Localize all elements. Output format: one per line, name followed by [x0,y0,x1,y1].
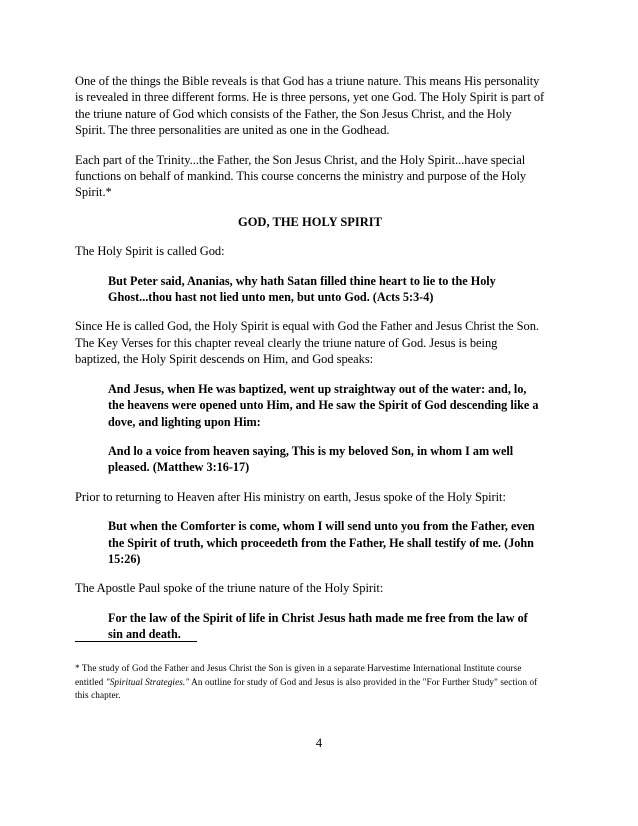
equal-paragraph: Since He is called God, the Holy Spirit is equal with God the Father and Jesus Christ the Son. The Key Verses for this chapter reveal clearly the triune nature of God. Jesus is being baptized, the Holy Spirit descends on Him, and God speaks: [75,319,539,367]
matthew-quote-part-1: And Jesus, when He was baptized, went up straightway out of the water: and, lo, the heavens were opened unto Him, and He saw the Spirit of God descending like a dove, and lighting upon Him: [108,381,539,429]
page-number: 4 [315,736,323,750]
prior-paragraph: Prior to returning to Heaven after His ministry on earth, Jesus spoke of the Holy Spirit: [75,489,506,504]
acts-quote: But Peter said, Ananias, why hath Satan filled thine heart to lie to the Holy Ghost...thou hast not lied unto men, but unto God. (Acts 5:3-4) [108,273,496,305]
matthew-quote-part-2: And lo a voice from heaven saying, This is my beloved Son, in whom I am well pleased. (Matthew 3:16-17) [108,443,514,475]
footnote-course-title: "Spiritual Strategies." [105,676,190,687]
called-god-paragraph: The Holy Spirit is called God: [75,244,225,259]
document-body [75,73,545,656]
footnote-text-start: * The study of God the Father and Jesus Christ the Son is given in a separate Harvestime International Institute course entitled [75,663,522,687]
john-quote: But when the Comforter is come, whom I will send unto you from the Father, even the Spirit of truth, which proceedeth from the Father, He shall testify of me. (John 15:26) [108,519,535,566]
romans-quote: For the law of the Spirit of life in Christ Jesus hath made me free from the law of sin and death. [108,610,528,642]
trinity-paragraph: Each part of the Trinity...the Father, the Son Jesus Christ, and the Holy Spirit...have special functions on behalf of mankind. This course concerns the ministry and purpose of the Holy Spirit.* [75,152,527,200]
section-heading: GOD, THE HOLY SPIRIT [237,214,383,229]
footnote [75,662,545,703]
footnote-divider [75,641,197,642]
footnote-text-end: An outline for study of God and Jesus is also provided in the "For Further Study" section of this chapter. [75,676,538,700]
intro-paragraph: One of the things the Bible reveals is that God has a triune nature. This means His personality is revealed in three different forms. He is three persons, yet one God. The Holy Spirit is part of the triune nature of God which consists of the Father, the Son Jesus Christ, and the Holy Spirit. The three personalities are united as one in the Godhead. [75,74,545,138]
paul-paragraph: The Apostle Paul spoke of the triune nature of the Holy Spirit: [75,581,384,596]
